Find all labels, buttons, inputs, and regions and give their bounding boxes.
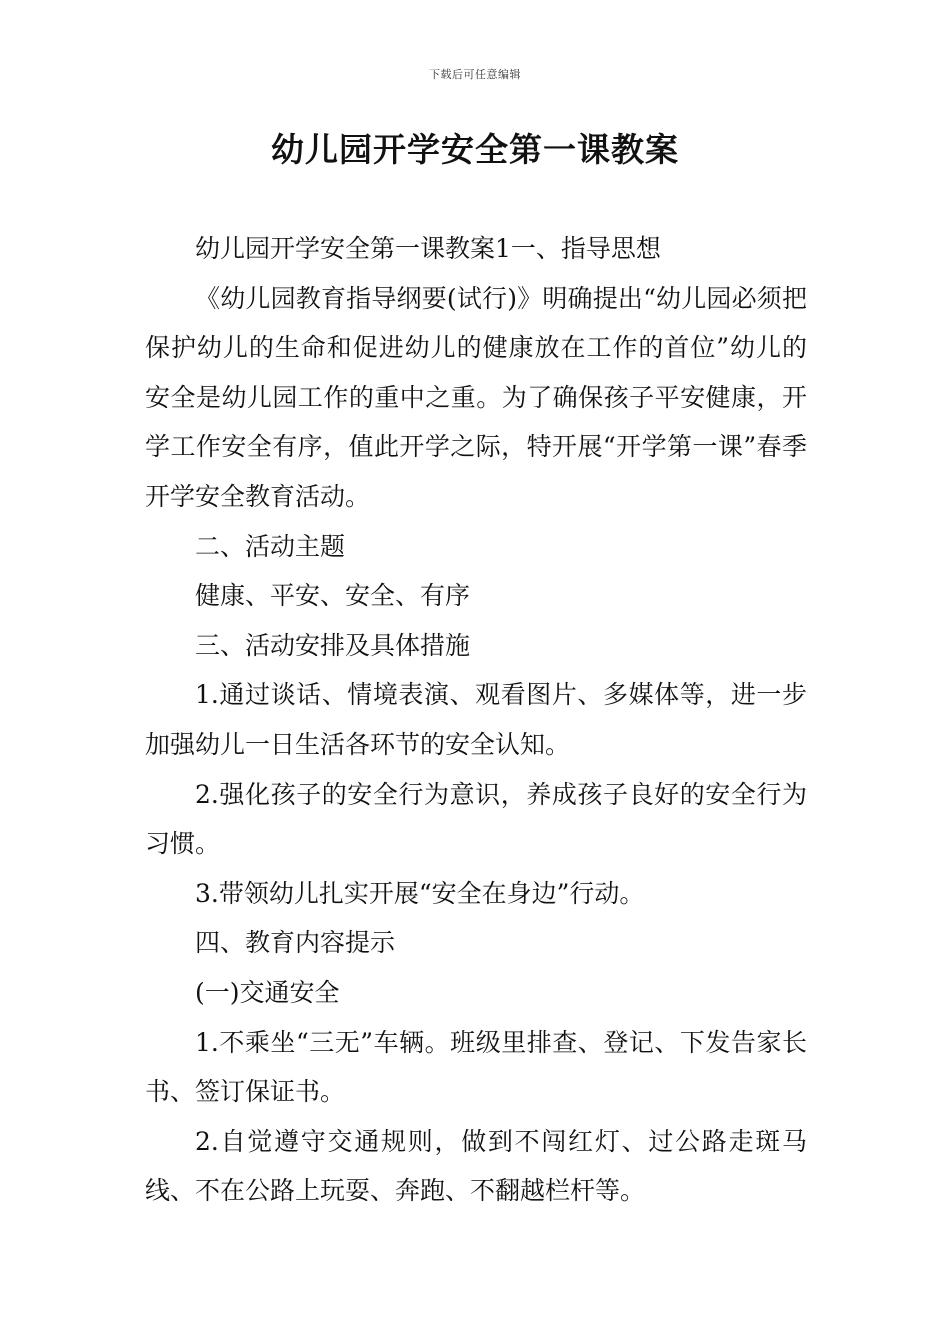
paragraph-theme-content: 健康、平安、安全、有序 xyxy=(195,581,471,611)
paragraph-traffic-1: 1.不乘坐“三无”车辆。班级里排查、登记、下发告家长书、签订保证书。 xyxy=(145,1027,807,1107)
paragraph-traffic-2: 2.自觉遵守交通规则，做到不闯红灯、过公路走斑马线、不在公路上玩耍、奔跑、不翻越栏杆等。 xyxy=(145,1126,807,1206)
page-title: 幼儿园开学安全第一课教案 xyxy=(271,130,679,169)
document-body xyxy=(145,224,807,1216)
heading-activity-theme: 二、活动主题 xyxy=(195,531,346,561)
paragraph-measure-3: 3.带领幼儿扎实开展“安全在身边”行动。 xyxy=(195,878,645,908)
heading-activity-arrangement: 三、活动安排及具体措施 xyxy=(195,630,471,660)
paragraph-guiding-thought: 《幼儿园教育指导纲要(试行)》明确提出“幼儿园必须把保护幼儿的生命和促进幼儿的健康放在工作的首位”幼儿的安全是幼儿园工作的重中之重。为了确保孩子平安健康，开学工作安全有序，值此开学之际，特开展“开学第一课”春季开学安全教育活动。 xyxy=(145,283,807,511)
paragraph-measure-2: 2.强化孩子的安全行为意识，养成孩子良好的安全行为习惯。 xyxy=(145,779,807,859)
paragraph-intro: 幼儿园开学安全第一课教案1一、指导思想 xyxy=(195,234,661,263)
heading-education-content: 四、教育内容提示 xyxy=(195,928,396,958)
heading-traffic-safety: (一)交通安全 xyxy=(195,977,340,1007)
paragraph-measure-1: 1.通过谈话、情境表演、观看图片、多媒体等，进一步加强幼儿一日生活各环节的安全认知。 xyxy=(145,680,807,759)
header-note: 下载后可任意编辑 xyxy=(429,68,521,81)
